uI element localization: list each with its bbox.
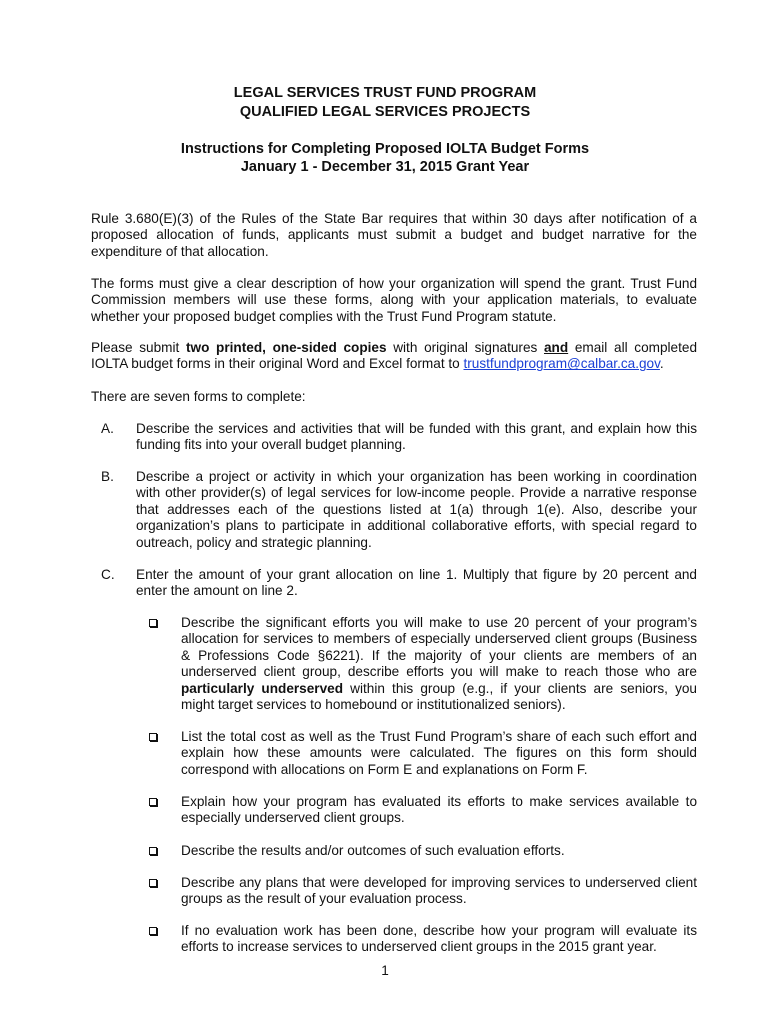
checkbox-bullet-icon xyxy=(149,733,157,741)
bullet-item-4 xyxy=(146,843,697,859)
checkbox-bullet-icon xyxy=(149,879,157,887)
list-label-a: A. xyxy=(101,421,114,436)
email-link[interactable]: trustfundprogram@calbar.ca.gov xyxy=(463,356,660,372)
checkbox-bullet-icon xyxy=(149,927,157,935)
list-text-c: Enter the amount of your grant allocation on line 1. Multiply that figure by 20 percent and enter the amount on line 2. xyxy=(136,567,697,599)
list-item-b xyxy=(91,469,697,551)
intro-paragraph-rule: Rule 3.680(E)(3) of the Rules of the State Bar requires that within 30 days after notification of a proposed allocation of funds, applicants must submit a budget and budget narrative for the expenditure of that allocation. xyxy=(91,211,697,259)
bullet-text-2: List the total cost as well as the Trust Fund Program’s share of each such effort and explain how these amounts were calculated. The figures on this form should correspond with allocations on Form E and explanations on Form F. xyxy=(181,729,697,777)
submit-text-d: . xyxy=(659,356,664,372)
submit-text-c: email all completed IOLTA budget forms in their original Word and Excel format to xyxy=(91,340,698,372)
list-text-b: Describe a project or activity in which your organization has been working in coordination with other provider(s) of legal services for low-income people. Provide a narrative response that addresses each of the questions listed at 1(a) through 1(e). Also, describe your organization’s plans to participate in additional collaborative efforts, with special regard to outreach, policy and strategic planning. xyxy=(136,469,697,550)
checkbox-bullet-icon xyxy=(149,847,157,855)
page-number: 1 xyxy=(381,963,389,978)
intro-paragraph-forms: The forms must give a clear description of how your organization will spend the grant. Trust Fund Commission members will use these forms, along with your application materials, to evaluate whether your proposed budget complies with the Trust Fund Program statute. xyxy=(91,276,697,324)
bullet-1-text-a: Describe the significant efforts you will make to use 20 percent of your program’s allocation for services to members of especially underserved client groups (Business & Professions Code §6221). If the majority of your clients are members of an underserved client group, describe efforts you will make to reach those who are xyxy=(181,615,697,680)
forms-count-line: There are seven forms to complete: xyxy=(91,389,306,404)
intro-paragraph-submit xyxy=(91,340,697,373)
bullet-text-4: Describe the results and/or outcomes of such evaluation efforts. xyxy=(181,843,565,858)
bullet-text-5: Describe any plans that were developed for improving services to underserved client groups as the result of your evaluation process. xyxy=(181,875,697,907)
bullet-text-3: Explain how your program has evaluated its efforts to make services available to especially underserved client groups. xyxy=(181,794,697,826)
title-line-2: QUALIFIED LEGAL SERVICES PROJECTS xyxy=(239,104,531,120)
submit-text-b: with original signatures xyxy=(386,340,544,355)
bullet-text-1 xyxy=(181,615,697,713)
list-label-b: B. xyxy=(101,469,114,484)
bullet-item-1 xyxy=(146,615,697,713)
bullet-item-6 xyxy=(146,923,697,956)
submit-text-a: Please submit xyxy=(91,340,186,355)
list-text-a: Describe the services and activities that will be funded with this grant, and explain how this funding fits into your overall budget planning. xyxy=(136,421,697,453)
bullet-1-bold: particularly underserved xyxy=(181,680,344,696)
bullet-text-6: If no evaluation work has been done, describe how your program will evaluate its efforts to increase services to underserved client groups in the 2015 grant year. xyxy=(181,923,697,955)
checkbox-bullet-icon xyxy=(149,619,157,627)
submit-and-underlined: and xyxy=(543,340,569,355)
list-item-a xyxy=(91,421,697,454)
subtitle-line-2: January 1 - December 31, 2015 Grant Year xyxy=(240,159,530,175)
bullet-item-5 xyxy=(146,875,697,908)
title-line-1: LEGAL SERVICES TRUST FUND PROGRAM xyxy=(233,85,537,101)
submit-copies-bold: two printed, one-sided copies xyxy=(185,340,387,355)
subtitle-line-1: Instructions for Completing Proposed IOLTA Budget Forms xyxy=(180,141,590,157)
bullet-item-3 xyxy=(146,794,697,827)
checkbox-bullet-icon xyxy=(149,798,157,806)
list-item-c xyxy=(91,567,697,600)
bullet-item-2 xyxy=(146,729,697,778)
list-label-c: C. xyxy=(101,567,115,582)
bullet-1-text-b: within this group (e.g., if your clients are seniors, you might target services to homebound or institutionalized seniors). xyxy=(181,680,697,713)
